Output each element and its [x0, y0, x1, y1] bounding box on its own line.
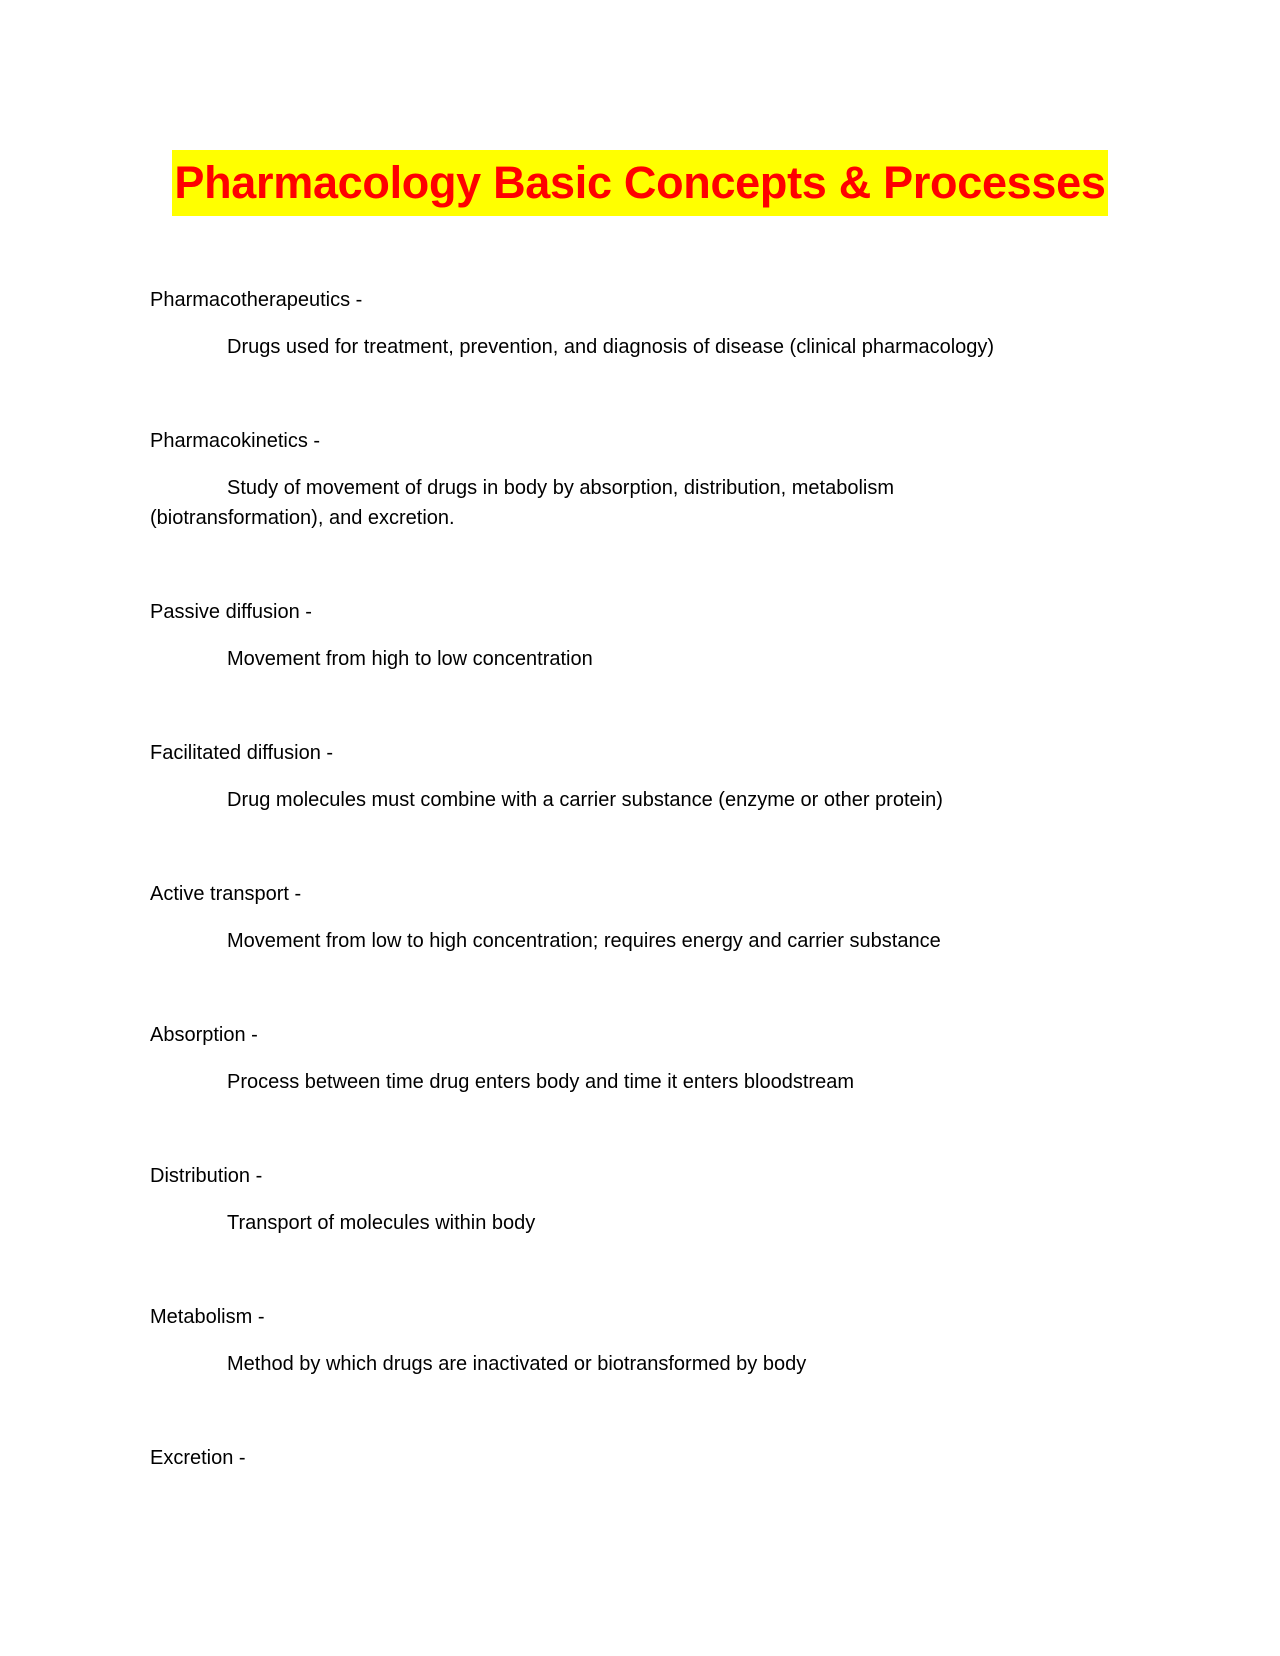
term-definition: Movement from low to high concentration; requires energy and carrier substance	[227, 930, 941, 952]
term-definition: Process between time drug enters body and time it enters bloodstream	[227, 1071, 854, 1093]
term-label: Pharmacotherapeutics -	[150, 289, 363, 311]
term-definition: Method by which drugs are inactivated or biotransformed by body	[227, 1353, 807, 1375]
title-block	[0, 150, 1280, 216]
term-label: Excretion -	[150, 1447, 246, 1469]
term-entry	[150, 738, 1050, 815]
term-definition: Drugs used for treatment, prevention, and diagnosis of disease (clinical pharmacology)	[227, 336, 995, 358]
document-title: Pharmacology Basic Concepts & Processes	[172, 150, 1107, 216]
term-entry	[150, 1161, 1050, 1238]
term-entry	[150, 1020, 1050, 1097]
term-definition: Transport of molecules within body	[227, 1212, 536, 1234]
term-definition: Movement from high to low concentration	[227, 648, 593, 670]
term-entry	[150, 426, 1050, 533]
term-label: Passive diffusion -	[150, 601, 312, 623]
term-entry	[150, 879, 1050, 956]
term-entry	[150, 597, 1050, 674]
term-definition: Study of movement of drugs in body by absorption, distribution, metabolism (biotransformation), and excretion.	[150, 477, 895, 529]
term-entry	[150, 1302, 1050, 1379]
term-label: Facilitated diffusion -	[150, 742, 334, 764]
term-label: Absorption -	[150, 1024, 258, 1046]
term-definition: Drug molecules must combine with a carrier substance (enzyme or other protein)	[227, 789, 943, 811]
term-label: Distribution -	[150, 1165, 263, 1187]
term-entry	[150, 285, 1050, 362]
term-entry	[150, 1443, 1050, 1473]
term-label: Metabolism -	[150, 1306, 265, 1328]
term-label: Pharmacokinetics -	[150, 430, 321, 452]
term-label: Active transport -	[150, 883, 302, 905]
